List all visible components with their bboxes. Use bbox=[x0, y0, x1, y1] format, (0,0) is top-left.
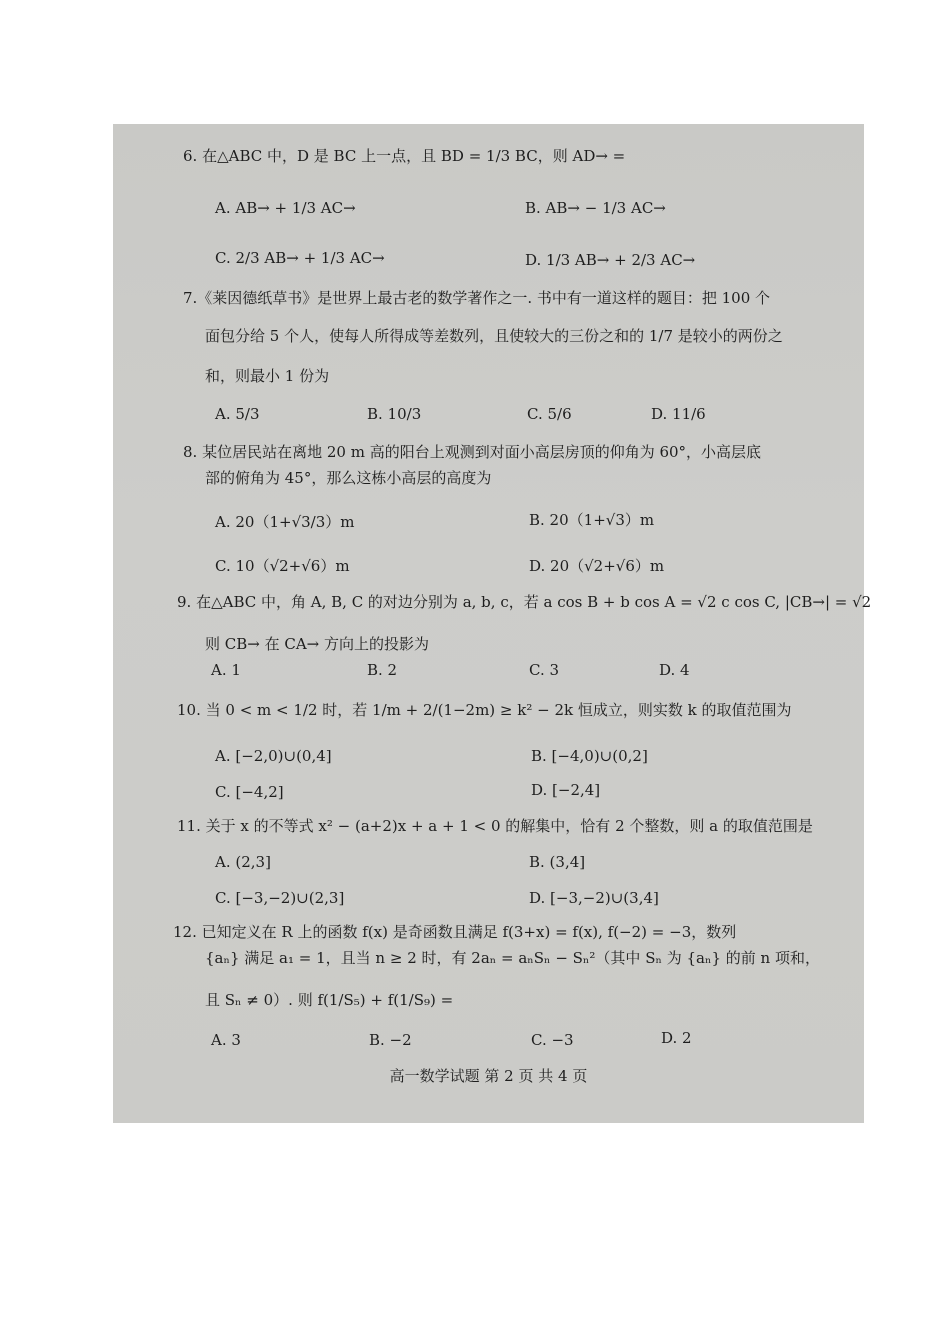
q7-option-b: B. 10/3 bbox=[367, 405, 422, 423]
page-footer: 高一数学试题 第 2 页 共 4 页 bbox=[389, 1067, 588, 1085]
q8-option-c: C. 10（√2+√6）m bbox=[215, 557, 350, 575]
q9-option-a: A. 1 bbox=[211, 661, 241, 679]
q12-line-3: 且 Sₙ ≠ 0）. 则 f(1/S₅) + f(1/S₉) = bbox=[205, 991, 454, 1009]
q11-option-a: A. (2,3] bbox=[215, 853, 271, 871]
q8-option-a: A. 20（1+√3/3）m bbox=[215, 513, 355, 531]
q10-option-c: C. [−4,2] bbox=[215, 783, 284, 801]
q9-option-d: D. 4 bbox=[659, 661, 690, 679]
q12-option-b: B. −2 bbox=[369, 1031, 412, 1049]
exam-paper bbox=[113, 124, 872, 1123]
q12-line-2: {aₙ} 满足 a₁ = 1，且当 n ≥ 2 时，有 2aₙ = aₙSₙ − Sₙ²（其中 Sₙ 为 {aₙ} 的前 n 项和， bbox=[205, 949, 820, 967]
q7-option-c: C. 5/6 bbox=[527, 405, 572, 423]
q12-option-d: D. 2 bbox=[661, 1029, 692, 1047]
q6-option-b: B. AB→ − 1/3 AC→ bbox=[525, 199, 666, 217]
q7-line-1: 7.《莱因德纸草书》是世界上最古老的数学著作之一. 书中有一道这样的题目：把 100 个 bbox=[183, 289, 771, 307]
q6-option-c: C. 2/3 AB→ + 1/3 AC→ bbox=[215, 249, 385, 267]
q12-option-a: A. 3 bbox=[211, 1031, 241, 1049]
q9-line-1: 9. 在△ABC 中，角 A, B, C 的对边分别为 a, b, c，若 a cos B + b cos A = √2 c cos C, |CB→| = √2 bbox=[177, 593, 872, 611]
q11-option-b: B. (3,4] bbox=[529, 853, 586, 871]
q6-option-d: D. 1/3 AB→ + 2/3 AC→ bbox=[525, 251, 696, 269]
q7-option-a: A. 5/3 bbox=[215, 405, 260, 423]
q7-option-d: D. 11/6 bbox=[651, 405, 706, 423]
q10-option-a: A. [−2,0)∪(0,4] bbox=[215, 747, 332, 765]
q9-line-2: 则 CB→ 在 CA→ 方向上的投影为 bbox=[205, 635, 430, 653]
q6-stem: 6. 在△ABC 中，D 是 BC 上一点，且 BD = 1/3 BC，则 AD→ = bbox=[183, 147, 626, 165]
q6-option-a: A. AB→ + 1/3 AC→ bbox=[215, 199, 356, 217]
q8-option-b: B. 20（1+√3）m bbox=[529, 511, 655, 529]
q12-option-c: C. −3 bbox=[531, 1031, 574, 1049]
q9-option-b: B. 2 bbox=[367, 661, 398, 679]
q7-line-3: 和，则最小 1 份为 bbox=[205, 367, 330, 385]
q12-line-1: 12. 已知定义在 R 上的函数 f(x) 是奇函数且满足 f(3+x) = f(x), f(−2) = −3，数列 bbox=[173, 923, 737, 941]
q10-stem: 10. 当 0 < m < 1/2 时，若 1/m + 2/(1−2m) ≥ k² − 2k 恒成立，则实数 k 的取值范围为 bbox=[177, 701, 792, 719]
q8-line-2: 部的俯角为 45°，那么这栋小高层的高度为 bbox=[205, 469, 492, 487]
q10-option-d: D. [−2,4] bbox=[531, 781, 601, 799]
q10-option-b: B. [−4,0)∪(0,2] bbox=[531, 747, 648, 765]
q11-stem: 11. 关于 x 的不等式 x² − (a+2)x + a + 1 < 0 的解集中，恰有 2 个整数，则 a 的取值范围是 bbox=[177, 817, 813, 835]
q9-option-c: C. 3 bbox=[529, 661, 560, 679]
q11-option-c: C. [−3,−2)∪(2,3] bbox=[215, 889, 345, 907]
q7-line-2: 面包分给 5 个人，使每人所得成等差数列，且使较大的三份之和的 1/7 是较小的两份之 bbox=[205, 327, 783, 345]
q11-option-d: D. [−3,−2)∪(3,4] bbox=[529, 889, 659, 907]
q8-option-d: D. 20（√2+√6）m bbox=[529, 557, 665, 575]
q8-line-1: 8. 某位居民站在离地 20 m 高的阳台上观测到对面小高层房顶的仰角为 60°，小高层底 bbox=[183, 443, 762, 461]
